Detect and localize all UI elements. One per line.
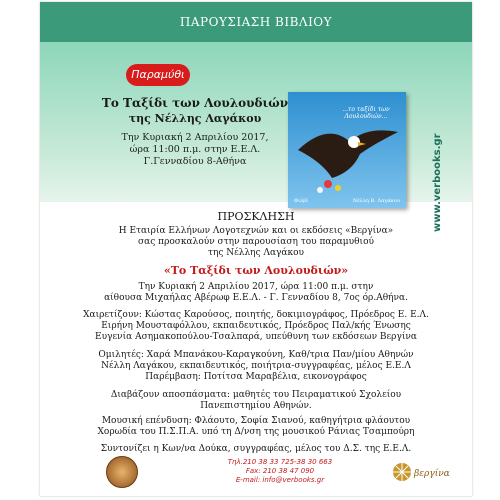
contact-phone: Τηλ.210 38 33 725-38 30 663 [227, 458, 333, 466]
info-line: Την Κυριακή 2 Απριλίου 2017, [121, 132, 269, 143]
readings-line: Πανεπιστημίου Αθηνών. [200, 401, 312, 411]
readings-line: Διαβάζουν αποσπάσματα: μαθητές του Πειραματικού Σχολείου [110, 390, 402, 400]
intro-line: της Νέλλης Λαγάκου [207, 248, 305, 258]
vergina-logo-text: βεργίνα [414, 469, 450, 479]
intro-line: σας προσκαλούν στην παρουσίαση του παραμυθιού [138, 237, 374, 247]
music-line: Χορωδία του Π.Σ.Π.Α. υπό τη Δ/νση της μουσικού Ράνιας Τσαμπούρη [97, 427, 415, 437]
website-link[interactable]: www.verbooks.gr [432, 133, 443, 232]
speakers-line: Παρέμβαση: Ποτίτσα Μαραβέλια, εικονογράφος [145, 372, 367, 382]
cover-publisher: Φιλβί [294, 198, 309, 204]
when-line: Την Κυριακή 2 Απριλίου 2017, ώρα 11:00 π.μ. στην [138, 282, 374, 292]
genre-badge: Παραμύθι [126, 64, 190, 86]
book-author: της Νέλλης Λαγάκου [128, 112, 262, 125]
cover-title: ...το ταξίδι των Λουλουδιών... [342, 106, 390, 120]
highlight-title: «Το Ταξίδι των Λουλουδιών» [163, 264, 349, 277]
invitation-heading: ΠΡΟΣΚΛΗΣΗ [217, 210, 295, 223]
cover-author: Νέλλη Β. Λαγάκου [352, 198, 400, 204]
contact-fax: Fax: 210 38 47 090 [245, 467, 315, 475]
intro-line: Η Εταιρία Ελλήνων Λογοτεχνών και οι εκδόσεις «Βεργίνα» [118, 226, 394, 236]
banner: ΠΑΡΟΥΣΙΑΣΗ ΒΙΒΛΙΟΥ [40, 2, 472, 42]
speakers-line: Ομιλητές: Χαρά Μπανάκου-Καραγκούνη, Καθ/τρια Παν/μίου Αθηνών [98, 350, 414, 360]
invitation-poster [40, 2, 472, 496]
when-line: αίθουσα Μιχαήλας Αβέρωφ Ε.Ε.Λ. - Γ. Γενναδίου 8, 7ος όρ.Αθήνα. [104, 293, 408, 303]
eel-logo [106, 456, 138, 488]
greetings-line: Χαιρετίζουν: Κώστας Καρούσος, ποιητής, δοκιμιογράφος, Πρόεδρος Ε. Ε.Λ. [83, 310, 429, 320]
contact-email: E-mail: info@verbooks.gr [235, 476, 325, 484]
music-line: Μουσική επένδυση: Φλάουτο, Σοφία Σιανού, καθηγήτρια φλάουτου [101, 416, 411, 426]
vergina-logo [392, 456, 450, 488]
greetings-line: Ευγενία Ασημακοπούλου-Τσαλπαρά, υπεύθυνη των εκδόσεων Βεργίνα [95, 332, 417, 342]
eagle-illustration [288, 92, 406, 208]
greetings-line: Ειρήνη Μουσταφόλλου, εκπαιδευτικός, Πρόεδρος Παλ/κής Ένωσης [101, 321, 411, 331]
speakers-line: Νέλλη Λαγάκου, εκπαιδευτικός, ποιήτρια-συγγραφέας, μέλος Ε.Ε.Λ [101, 361, 411, 371]
info-line: ώρα 11:00 π.μ. στην Ε.Ε.Λ. [129, 144, 261, 155]
book-cover [288, 92, 406, 208]
book-title: Το Ταξίδι των Λουλουδιών [101, 96, 289, 110]
info-line: Γ.Γενναδίου 8-Αθήνα [143, 156, 247, 167]
coordinator-line: Συντονίζει η Κων/να Δούκα, συγγραφέας, μέλος του Δ.Σ. της Ε.Ε.Λ. [100, 444, 412, 454]
